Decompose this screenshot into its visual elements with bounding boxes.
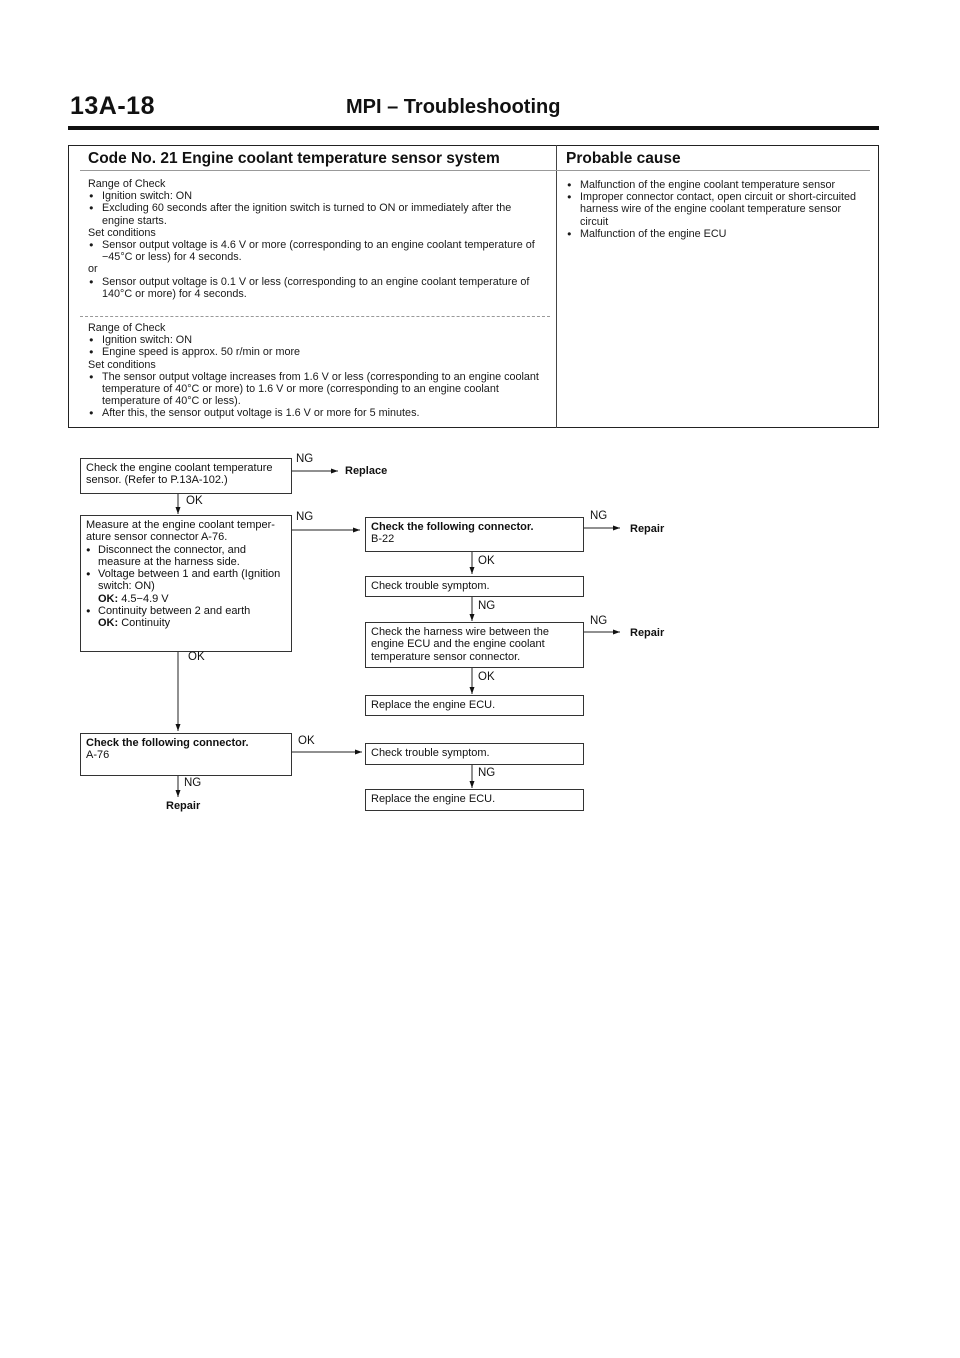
or-text: or [88,263,98,276]
measure-connector-box [80,515,292,652]
check-harness-box: Check the harness wire between the engine ECU and the engine coolant temperature sensor connector. [365,622,584,668]
set-label: Set conditions [88,358,156,371]
set-item: ● After this, the sensor output voltage is 1.6 V or more for 5 minutes. [88,407,546,419]
set-item: ● The sensor output voltage increases from 1.6 V or less (corresponding to an engine coolant temperature of 40°C or more) to 1.6 V or more (corresponding to an engine coolant temperature of 40°C or less). [88,371,546,408]
ok-label: OK [478,671,495,683]
replace-ecu-box: Replace the engine ECU. [365,789,584,811]
range-item: ● Excluding 60 seconds after the ignition switch is turned to ON or immediately after the engine starts. [88,202,546,226]
check-symptom-box: Check trouble symptom. [365,576,584,597]
range-item: ● Engine speed is approx. 50 r/min or more [88,346,546,358]
code-heading: Code No. 21 Engine coolant temperature sensor system [88,150,500,167]
cause-item: ● Malfunction of the engine ECU [566,228,872,240]
measure-step: ● Voltage between 1 and earth (Ignition switch: ON) [86,568,286,593]
check-connector-a76-box: Check the following connector. A-76 [80,733,292,776]
range-item: ● Ignition switch: ON [88,190,546,202]
range-label: Range of Check [88,178,166,190]
set-label: Set conditions [88,226,156,239]
cause-item: ● Improper connector contact, open circuit or short-circuited harness wire of the engine coolant temperature sensor circuit [566,191,872,228]
ng-label: NG [184,777,202,789]
check-connector-b22-box: Check the following connector. B-22 [365,517,584,552]
replace-ecu-box: Replace the engine ECU. [365,695,584,716]
ng-label: NG [296,511,314,523]
ng-label: NG [478,767,496,779]
measure-step: ● Disconnect the connector, and measure at the harness side. [86,544,286,569]
measure-step: ● Continuity between 2 and earth [86,605,286,617]
ng-label: NG [590,615,608,627]
check-sensor-box: Check the engine coolant temperature sensor. (Refer to P.13A-102.) [80,458,292,494]
ng-label: NG [590,510,608,522]
repair-result: Repair [630,523,665,535]
ok-label: OK [298,735,315,747]
ok-spec: OK: 4.5−4.9 V [98,592,169,605]
page-number: 13A-18 [70,92,155,120]
ok-label: OK [478,555,495,567]
measure-intro: Measure at the engine coolant temper- ature sensor connector A-76. [86,519,275,544]
repair-result: Repair [166,800,201,812]
probable-cause-heading: Probable cause [566,150,681,167]
check-symptom-box: Check trouble symptom. [365,743,584,765]
cause-item: ● Malfunction of the engine coolant temperature sensor [566,179,872,191]
range-label: Range of Check [88,322,166,334]
ok-spec: OK: Continuity [98,617,171,630]
ng-label: NG [478,600,496,612]
range-item: ● Ignition switch: ON [88,334,546,346]
replace-result: Replace [345,465,388,477]
repair-result: Repair [630,627,665,639]
ng-label: NG [296,453,314,465]
ok-label: OK [188,651,205,663]
page-title: MPI – Troubleshooting [346,96,561,118]
ok-label: OK [186,495,203,507]
set-item: ● Sensor output voltage is 4.6 V or more (corresponding to an engine coolant temperature of −45°C or less) for 4 seconds. [88,239,546,263]
set-item: ● Sensor output voltage is 0.1 V or less (corresponding to an engine coolant temperature of 140°C or more) for 4 seconds. [88,276,546,300]
